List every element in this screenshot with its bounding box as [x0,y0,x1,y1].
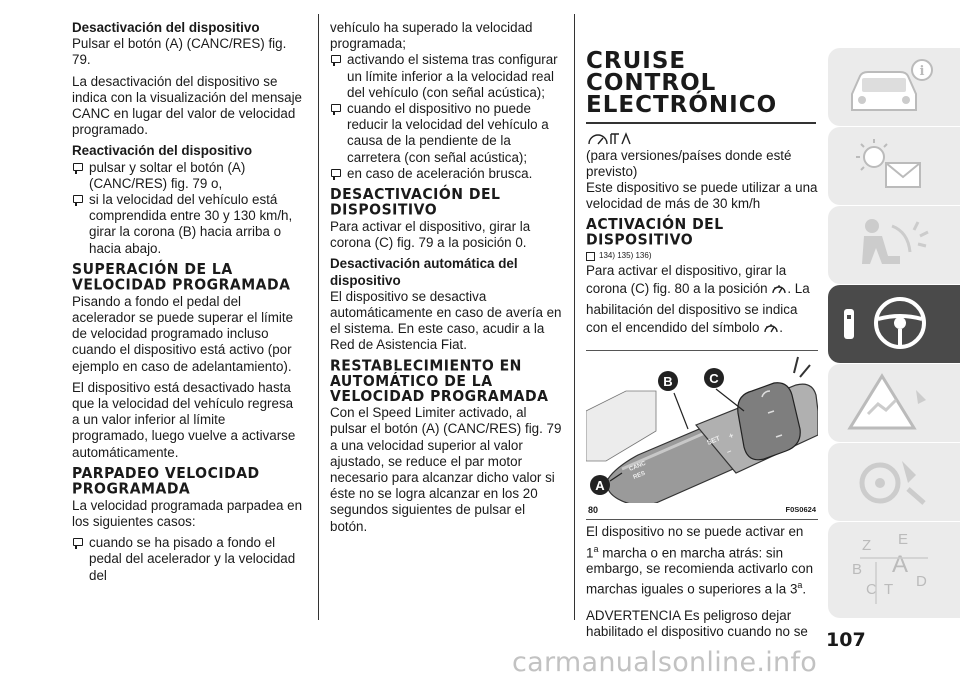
heading-restablecimiento: RESTABLECIMIENTO EN AUTOMÁTICO DE LA VELOCIDAD PROGRAMADA [330,357,549,405]
bullet-item: si la velocidad del vehículo está comprendida entre 30 y 130 km/h, girar la corona (B) hacia arriba o hacia abajo. [72,192,304,257]
bullet-item: en caso de aceleración brusca. [330,166,562,182]
dashboard-lights-icon [842,133,942,199]
bullet-item: activando el sistema tras configurar un límite inferior a la velocidad real del vehículo (con señal acústica); [330,52,562,101]
text: . [802,581,807,597]
references [586,249,818,262]
heading-desactivacion: Desactivación del dispositivo [72,20,260,35]
tab-emergency-service[interactable] [828,443,960,521]
index-letter: A [892,551,909,578]
tab-starting-driving[interactable] [828,285,960,363]
column-divider [574,14,575,620]
paragraph: El dispositivo se desactiva automáticamente en caso de avería en el sistema. En este caso, acudir a la Red de Asistencia Fiat. [330,288,562,353]
cruise-control-symbol-icon [763,321,779,340]
figure-80 [586,350,818,520]
superscript: a [797,580,803,591]
heading-parpadeo: PARPADEO VELOCIDAD PROGRAMADA [72,465,260,498]
paragraph: Para activar el dispositivo, girar la corona (C) fig. 79 a la posición 0. [330,219,531,251]
callout-a-label: A [595,478,605,494]
index-letter: D [916,573,927,590]
index-letter: Z [862,537,872,554]
text: Para activar el dispositivo, girar la corona (C) fig. 80 a la posición [586,263,787,297]
column-1 [72,20,304,584]
tab-safety[interactable] [828,206,960,284]
text: . La habilitación del dispositivo se indica con el encendido del símbolo [586,281,810,336]
tab-dashboard-lights[interactable] [828,127,960,205]
title-rule [586,122,816,124]
paragraph: (para versiones/países donde esté previsto) [586,147,792,179]
text: . [779,320,783,336]
lever-res-label: RES [632,470,647,482]
paragraph: Este dispositivo se puede utilizar a una velocidad de más de 30 km/h [586,179,818,212]
bullet-item: pulsar y soltar el botón (A) (CANC/RES) fig. 79 o, [72,160,304,192]
tab-warning[interactable] [828,364,960,442]
warning-triangle-icon [842,370,942,436]
paragraph: vehículo ha superado la velocidad programada; [330,20,533,52]
paragraph-advertencia: ADVERTENCIA Es peligroso dejar habilitado el dispositivo cuando no se [586,608,808,640]
index-abc-icon [842,528,942,612]
svg-text:i: i [919,64,925,79]
safety-airbag-icon [842,212,942,278]
svg-text:−: − [725,447,734,458]
callout-b-label: B [663,374,673,390]
heading-desactivacion-automatica: Desactivación automática del dispositivo [330,256,518,288]
book-icon [586,252,595,261]
paragraph: La velocidad programada parpadea en los siguientes casos: [72,497,303,530]
paragraph-marchas [586,524,818,598]
superscript: a [593,543,599,554]
paragraph: Pisando a fondo el pedal del acelerador se puede superar el límite de velocidad programado incluso cuando el dispositivo está activo (por ejemplo en caso de adelantamiento). [72,293,294,374]
heading-activacion: ACTIVACIÓN DEL DISPOSITIVO [586,216,724,249]
paragraph: La desactivación del dispositivo se indica con la visualización del mensaje CANC en lugar del valor de velocidad programado. [72,73,303,138]
car-overview-icon [842,54,942,120]
reference-numbers: 134) 135) 136) [599,251,652,261]
bullet-item: cuando se ha pisado a fondo el pedal del acelerador y la velocidad del [72,535,304,584]
heading-desactivacion-dispositivo: DESACTIVACIÓN DEL DISPOSITIVO [330,186,501,219]
figure-code: F0S0624 [785,505,816,515]
tab-car-overview[interactable] [828,48,960,126]
section-title: CRUISE CONTROL ELECTRÓNICO [586,48,778,118]
column-3 [586,38,818,645]
paragraph: El dispositivo está desactivado hasta que la velocidad del vehículo regresa a un valor inferior al límite programado, luego vuelve a activarse automáticamente. [72,379,296,460]
lever-set-label: SET [706,435,722,448]
index-letter: B [852,561,863,578]
column-2 [330,20,562,540]
heading-superacion: SUPERACIÓN DE LA VELOCIDAD PROGRAMADA [72,261,291,294]
index-letter: T [884,581,894,598]
index-letter: C [866,581,877,598]
paragraph: Con el Speed Limiter activado, al pulsar el botón (A) (CANC/RES) fig. 79 a una velocidad superior al valor ajustado, se reduce el par motor necesario para alcanzar dicho valor si éste no se logra alcanzar en los 20 segundos siguientes de pulsar el botón. [330,405,562,534]
steering-column-lever-illustration [586,351,818,503]
text: El dispositivo no se puede activar en 1 [586,524,804,560]
text: marcha o en marcha atrás: sin embargo, se recomienda activarlo con marchas iguales o superiores a la 3 [586,544,814,597]
speedometer-limit-icon [586,130,818,146]
bullet-item: cuando el dispositivo no puede reducir la velocidad del vehículo a causa de la pendiente de la carretera (con señal acústica); [330,101,562,166]
heading-reactivacion: Reactivación del dispositivo [72,143,253,159]
svg-text:+: + [727,431,736,442]
figure-number: 80 [588,505,599,516]
page-number: 107 [826,629,866,651]
paragraph: Pulsar el botón (A) (CANC/RES) fig. 79. [72,36,287,68]
emergency-service-icon [842,449,942,515]
paragraph-activacion [586,262,818,340]
starting-driving-icon [842,291,942,357]
watermark: carmanualsonline.info [512,647,818,678]
index-letter: E [898,531,909,548]
callout-c-label: C [709,371,719,387]
column-divider [318,14,319,620]
tab-index[interactable] [828,522,960,618]
cruise-control-symbol-icon [771,282,787,301]
lever-canc-label: CANC [628,461,647,474]
